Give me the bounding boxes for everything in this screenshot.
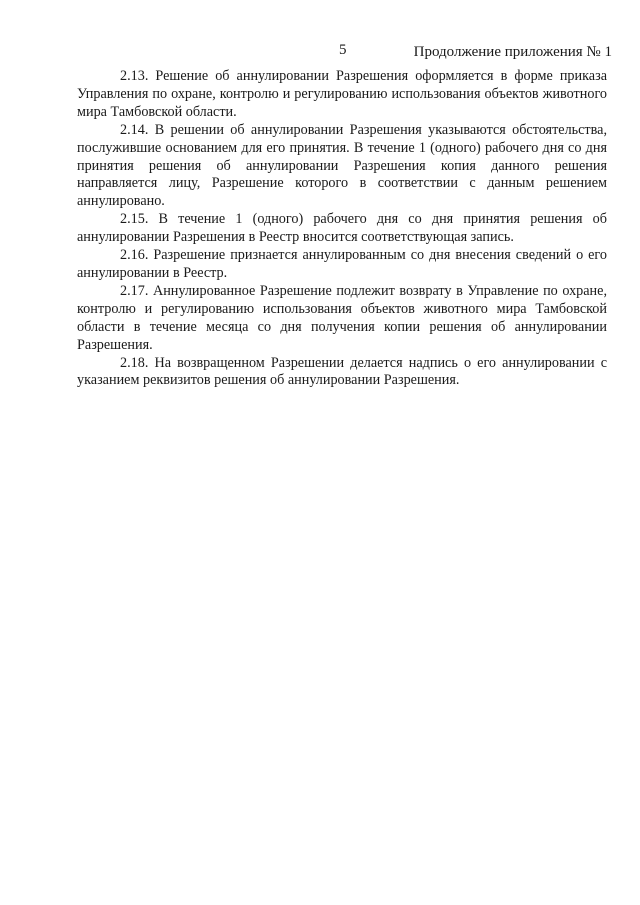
paragraph-2-15: 2.15. В течение 1 (одного) рабочего дня со дня принятия решения об аннулировании Разрешения в Реестр вносится соответствующая запись. — [77, 211, 607, 246]
paragraph-2-17: 2.17. Аннулированное Разрешение подлежит возврату в Управление по охране, контролю и регулированию использования объектов животного мира Тамбовской области в течение месяца со дня получения копии решения об аннулировании Разрешения. — [77, 282, 607, 353]
paragraph-2-16: 2.16. Разрешение признается аннулированным со дня внесения сведений о его аннулировании в Реестр. — [77, 247, 607, 281]
paragraph-2-14: 2.14. В решении об аннулировании Разрешения указываются обстоятельства, послужившие основанием для его принятия. В течение 1 (одного) рабочего дня со дня принятия решения об аннулировании Разрешения копия данного решения направляется лицу, Разрешение которого в соответствии с данным решением аннулировано. — [77, 121, 607, 210]
paragraph-2-13: 2.13. Решение об аннулировании Разрешения оформляется в форме приказа Управления по охране, контролю и регулированию использования объектов животного мира Тамбовской области. — [77, 68, 607, 120]
appendix-continuation-note: Продолжение приложения № 1 — [413, 44, 612, 60]
paragraph-2-18: 2.18. На возвращенном Разрешении делается надпись о его аннулировании с указанием реквизитов решения об аннулировании Разрешения. — [77, 354, 607, 389]
document-body — [77, 68, 607, 390]
page-number: 5 — [339, 42, 347, 58]
